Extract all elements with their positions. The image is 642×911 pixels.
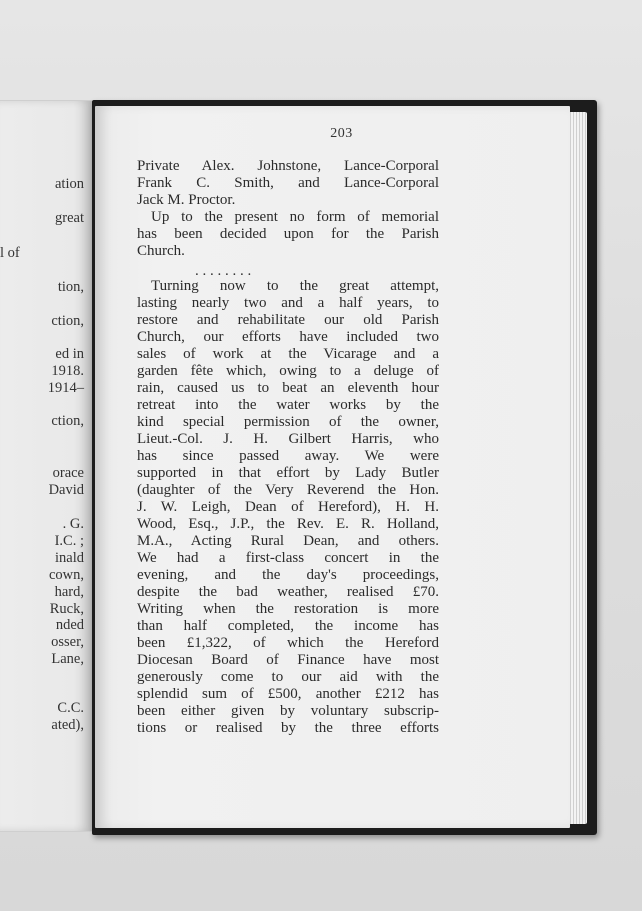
left-page-fragment: l of [0,245,20,261]
page-text [137,158,439,737]
text-line: supported in that effort by Lady Butler [137,465,439,481]
left-page-fragment: osser, [51,634,84,650]
left-page-fragment: great [55,210,84,226]
text-line: Writing when the restoration is more [137,601,439,617]
text-line: Up to the present no form of memorial [151,209,439,225]
text-line: kind special permission of the owner, [137,414,439,430]
text-line: We had a first-class concert in the [137,550,439,566]
left-page-fragment: ed in [55,346,84,362]
left-page-fragment: nded [55,617,84,633]
text-line: than half completed, the income has [137,618,439,634]
text-line: (daughter of the Very Reverend the Hon. [137,482,439,498]
left-page-fragment: C.C. [57,700,84,716]
left-page-fragment: Ruck, [49,601,84,617]
left-page-fragment: hard, [54,584,84,600]
left-page-fragment: tion, [57,279,84,295]
text-line: Church. [137,243,185,259]
text-line: Lieut.-Col. J. H. Gilbert Harris, who [137,431,439,447]
left-page-fragment: inald [55,550,84,566]
text-line: M.A., Acting Rural Dean, and others. [137,533,439,549]
text-line: Church, our efforts have included two [137,329,439,345]
text-line: been either given by voluntary subscrip- [137,703,439,719]
section-separator: . . . . . . . . [195,263,252,279]
left-page-fragment: cown, [48,567,84,583]
text-line: Turning now to the great attempt, [151,278,439,294]
left-page-fragment: orace [52,465,84,481]
left-page-fragment: I.C. ; [54,533,84,549]
text-line: lasting nearly two and a half years, to [137,295,439,311]
book-page [95,106,570,828]
text-line: Diocesan Board of Finance have most [137,652,439,668]
text-line: Private Alex. Johnstone, Lance-Corporal [137,158,439,174]
left-page-fragment: David [48,482,84,498]
left-page-fragment: Lane, [51,651,84,667]
text-line: sales of work at the Vicarage and a [137,346,439,362]
page-number: 203 [330,126,353,141]
text-line: J. W. Leigh, Dean of Hereford), H. H. [137,499,439,515]
left-page-fragment: ction, [51,413,84,429]
text-line: has since passed away. We were [137,448,439,464]
text-line: rain, caused us to beat an eleventh hour [137,380,439,396]
text-line: Jack M. Proctor. [137,192,236,208]
text-line: Wood, Esq., J.P., the Rev. E. R. Holland, [137,516,439,532]
text-line: garden fête which, owing to a deluge of [137,363,439,379]
text-line: tions or realised by the three efforts [137,720,439,736]
text-line: restore and rehabilitate our old Parish [137,312,439,328]
previous-page [0,100,92,832]
left-page-fragment: . G. [62,516,84,532]
text-line: evening, and the day's proceedings, [137,567,439,583]
text-line: despite the bad weather, realised £70. [137,584,439,600]
left-page-fragment: ated), [51,717,84,733]
left-page-fragment: 1914– [47,380,84,396]
left-page-fragment: 1918. [51,363,84,379]
left-page-fragment: ction, [51,313,84,329]
text-line: has been decided upon for the Parish [137,226,439,242]
text-line: generously come to our aid with the [137,669,439,685]
text-line: Frank C. Smith, and Lance-Corporal [137,175,439,191]
text-line: been £1,322, of which the Hereford [137,635,439,651]
text-line: retreat into the water works by the [137,397,439,413]
text-line: splendid sum of £500, another £212 has [137,686,439,702]
left-page-fragment: ation [55,176,84,192]
